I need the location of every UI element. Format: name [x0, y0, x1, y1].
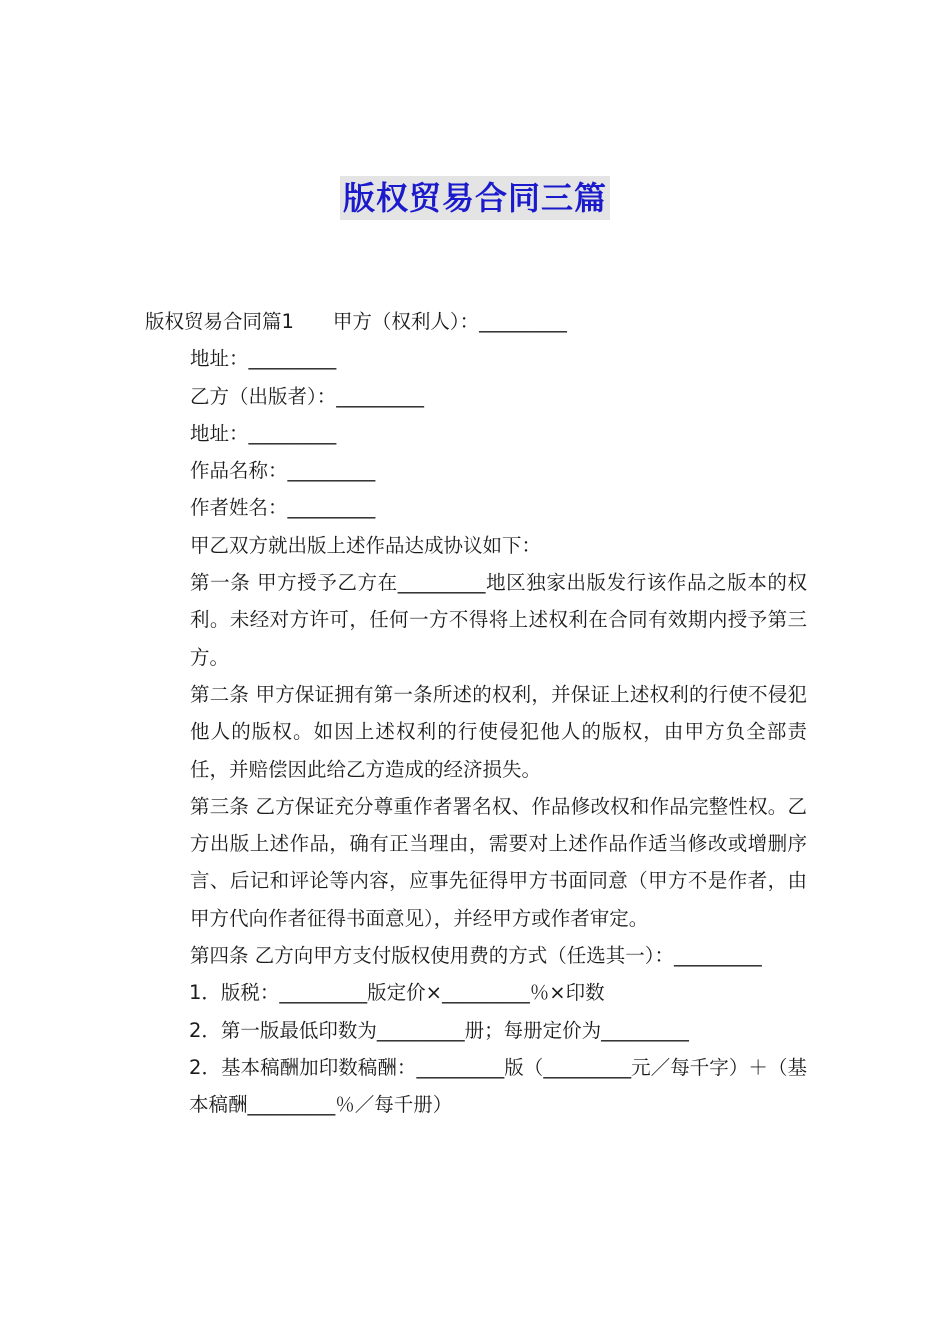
article-3: 第三条 乙方保证充分尊重作者署名权、作品修改权和作品完整性权。乙方出版上述作品，确有正当理由，需要对上述作品作适当修改或增删序言、后记和评论等内容，应事先征得甲方书面同意（甲方不是作者，由甲方代向作者征得书面意见），并经甲方或作者审定。 — [190, 794, 807, 930]
work-title: 作品名称：_________ — [190, 459, 376, 483]
payment-option-royalty: 1．版税：_________版定价×_________％×印数 — [189, 981, 605, 1005]
author-name: 作者姓名：_________ — [190, 496, 376, 520]
document-title-block — [0, 176, 950, 220]
payment-option-min-print: 2．第一版最低印数为_________册；每册定价为_________ — [189, 1018, 689, 1042]
contract-heading-party-a: 版权贸易合同篇1 甲方（权利人）：_________ — [145, 310, 567, 333]
article-2: 第二条 甲方保证拥有第一条所述的权利，并保证上述权利的行使不侵犯他人的版权。如因上述权利的行使侵犯他人的版权，由甲方负全部责任，并赔偿因此给乙方造成的经济损失。 — [190, 682, 807, 781]
article-4: 第四条 乙方向甲方支付版权使用费的方式（任选其一）：_________ — [190, 944, 762, 968]
document-body — [145, 303, 807, 1124]
article-1: 第一条 甲方授予乙方在_________地区独家出版发行该作品之版本的权利。未经对方许可，任何一方不得将上述权利在合同有效期内授予第三方。 — [190, 571, 807, 669]
party-b-address: 地址：_________ — [190, 421, 337, 445]
party-b-publisher: 乙方（出版者）：_________ — [190, 384, 425, 408]
party-a-address: 地址：_________ — [190, 347, 337, 371]
document-title: 版权贸易合同三篇 — [340, 176, 610, 220]
agreement-intro: 甲乙双方就出版上述作品达成协议如下： — [190, 533, 542, 557]
payment-option-base-fee: 2．基本稿酬加印数稿酬：_________版（_________元／每千字）＋（基本稿酬_________％／每千册） — [189, 1055, 807, 1117]
